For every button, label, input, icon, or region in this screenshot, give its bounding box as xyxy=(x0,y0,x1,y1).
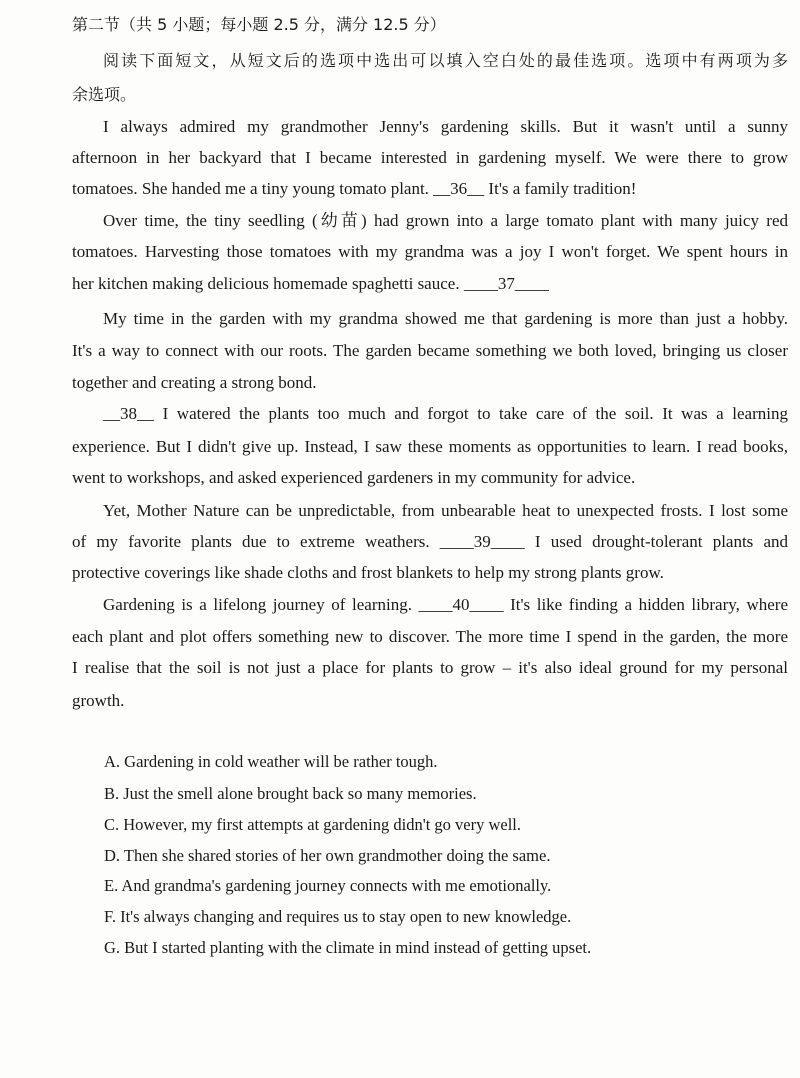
option-item: C. However, my first attempts at gardening didn't go very well. xyxy=(104,815,522,834)
passage-line: Over time, the tiny seedling (幼苗) had grown into a large tomato plant with many juicy red xyxy=(103,211,788,230)
passage-line: tomatoes. She handed me a tiny young tomato plant. __36__ It's a family tradition! xyxy=(72,179,637,198)
instructions-line-2: 余选项。 xyxy=(72,85,137,104)
passage-line: tomatoes. Harvesting those tomatoes with my grandma was a joy I won't forget. We spent hours in xyxy=(72,242,788,261)
passage-line: growth. xyxy=(72,691,125,710)
passage-line: I always admired my grandmother Jenny's gardening skills. But it wasn't until a sunny xyxy=(103,117,788,136)
passage-line: My time in the garden with my grandma showed me that gardening is more than just a hobby. xyxy=(103,309,788,328)
passage-line: went to workshops, and asked experienced gardeners in my community for advice. xyxy=(72,468,636,487)
passage-line: I realise that the soil is not just a place for plants to grow – it's also ideal ground for my personal xyxy=(72,658,788,677)
passage-line: of my favorite plants due to extreme weathers. ____39____ I used drought-tolerant plants and xyxy=(72,532,788,551)
option-item: D. Then she shared stories of her own grandmother doing the same. xyxy=(104,846,551,865)
passage-line: protective coverings like shade cloths and frost blankets to help my strong plants grow. xyxy=(72,563,664,582)
option-item: G. But I started planting with the climate in mind instead of getting upset. xyxy=(104,938,592,957)
passage-line: It's a way to connect with our roots. The garden became something we both loved, bringing us closer xyxy=(72,341,788,360)
passage-line: her kitchen making delicious homemade spaghetti sauce. ____37____ xyxy=(72,274,549,293)
section-heading: 第二节（共 5 小题；每小题 2.5 分，满分 12.5 分） xyxy=(72,15,446,34)
option-item: A. Gardening in cold weather will be rather tough. xyxy=(104,752,438,771)
passage-line: Gardening is a lifelong journey of learning. ____40____ It's like finding a hidden library, where xyxy=(103,595,788,614)
passage-line: each plant and plot offers something new to discover. The more time I spend in the garden, the more xyxy=(72,627,788,646)
option-item: B. Just the smell alone brought back so many memories. xyxy=(104,784,477,803)
instructions-line-1: 阅读下面短文，从短文后的选项中选出可以填入空白处的最佳选项。选项中有两项为多 xyxy=(103,51,788,70)
passage-line: Yet, Mother Nature can be unpredictable, from unbearable heat to unexpected frosts. I lost some xyxy=(103,501,788,520)
passage-line: __38__ I watered the plants too much and forgot to take care of the soil. It was a learning xyxy=(103,404,788,423)
option-item: F. It's always changing and requires us to stay open to new knowledge. xyxy=(104,907,572,926)
passage-line: together and creating a strong bond. xyxy=(72,373,317,392)
passage-line: experience. But I didn't give up. Instead, I saw these moments as opportunities to learn. I read books, xyxy=(72,437,788,456)
passage-line: afternoon in her backyard that I became interested in gardening myself. We were there to grow xyxy=(72,148,788,167)
option-item: E. And grandma's gardening journey connects with me emotionally. xyxy=(104,876,552,895)
